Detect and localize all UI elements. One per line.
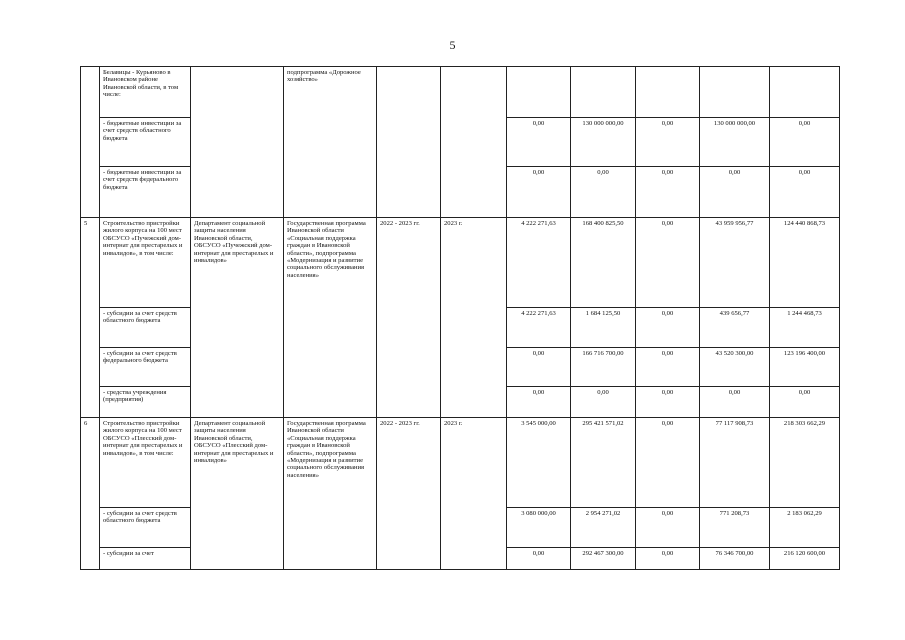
value-4: 0,00 (700, 167, 770, 218)
value-4: 43 520 300,00 (700, 348, 770, 387)
value-5: 2 183 062,29 (770, 508, 840, 548)
value-1: 0,00 (507, 348, 571, 387)
item-name: Строительство пристройки жилого корпуса на 100 мест ОБСУСО «Плесский дом-интернат для престарелых и инвалидов», в том числе: (100, 418, 191, 508)
row-number: 5 (81, 218, 100, 418)
value-2: 130 000 000,00 (571, 118, 636, 167)
row-number: 6 (81, 418, 100, 570)
year-cell: 2023 г. (441, 218, 507, 418)
row-number (81, 67, 100, 218)
table-row (81, 218, 840, 308)
value-1: 4 222 271,63 (507, 218, 571, 308)
period-cell: 2022 - 2023 гг. (377, 218, 441, 418)
value-3: 0,00 (636, 218, 700, 308)
value-2: 2 954 271,02 (571, 508, 636, 548)
value-1: 0,00 (507, 118, 571, 167)
value-5: 216 120 600,00 (770, 548, 840, 570)
value-5: 218 303 662,29 (770, 418, 840, 508)
value-4: 771 208,73 (700, 508, 770, 548)
page-number: 5 (449, 38, 456, 52)
value-2: 295 421 571,02 (571, 418, 636, 508)
value-3: 0,00 (636, 418, 700, 508)
executor-cell: Департамент социальной защиты населения Ивановской области, ОБСУСО «Плесский дом-интернат для престарелых и инвалидов» (191, 418, 284, 570)
value-4 (700, 67, 770, 118)
value-3 (636, 67, 700, 118)
value-3: 0,00 (636, 308, 700, 348)
value-5: 124 440 868,73 (770, 218, 840, 308)
value-3: 0,00 (636, 387, 700, 418)
item-name: - бюджетные инвестиции за счет средств областного бюджета (100, 118, 191, 167)
value-2: 166 716 700,00 (571, 348, 636, 387)
financing-table (80, 66, 840, 570)
executor-cell: Департамент социальной защиты населения Ивановской области, ОБСУСО «Пучежский дом-интернат для престарелых и инвалидов» (191, 218, 284, 418)
value-3: 0,00 (636, 548, 700, 570)
program-cell: Государственная программа Ивановской области «Социальная поддержка граждан в Ивановской области», подпрограмма «Модернизация и развитие социального обслуживания населения» (284, 218, 377, 418)
value-1: 0,00 (507, 548, 571, 570)
value-1: 0,00 (507, 167, 571, 218)
table-row (81, 67, 840, 118)
program-cell: Государственная программа Ивановской области «Социальная поддержка граждан в Ивановской области», подпрограмма «Модернизация и развитие социального обслуживания населения» (284, 418, 377, 570)
value-3: 0,00 (636, 508, 700, 548)
value-1: 3 080 000,00 (507, 508, 571, 548)
value-4: 76 346 700,00 (700, 548, 770, 570)
program-cell: подпрограмма «Дорожное хозяйство» (284, 67, 377, 218)
period-cell (377, 67, 441, 218)
value-2: 0,00 (571, 387, 636, 418)
value-3: 0,00 (636, 348, 700, 387)
value-5: 0,00 (770, 387, 840, 418)
value-5 (770, 67, 840, 118)
value-4: 43 959 956,77 (700, 218, 770, 308)
executor-cell (191, 67, 284, 218)
item-name: Строительство пристройки жилого корпуса на 100 мест ОБСУСО «Пучежский дом-интернат для престарелых и инвалидов», в том числе: (100, 218, 191, 308)
item-name: - субсидии за счет средств областного бюджета (100, 508, 191, 548)
value-5: 1 244 468,73 (770, 308, 840, 348)
value-5: 0,00 (770, 118, 840, 167)
value-2: 1 684 125,50 (571, 308, 636, 348)
item-name: - средства учреждения (предприятия) (100, 387, 191, 418)
year-cell: 2023 г. (441, 418, 507, 570)
value-3: 0,00 (636, 167, 700, 218)
table-row (81, 418, 840, 508)
item-name: - субсидии за счет средств федерального бюджета (100, 348, 191, 387)
value-4: 77 117 908,73 (700, 418, 770, 508)
item-name: Белавицы - Курьяново в Ивановском районе Ивановской области, в том числе: (100, 67, 191, 118)
item-name: - бюджетные инвестиции за счет средств федерального бюджета (100, 167, 191, 218)
value-1: 3 545 000,00 (507, 418, 571, 508)
value-1 (507, 67, 571, 118)
value-4: 0,00 (700, 387, 770, 418)
year-cell (441, 67, 507, 218)
value-4: 439 656,77 (700, 308, 770, 348)
value-4: 130 000 000,00 (700, 118, 770, 167)
value-3: 0,00 (636, 118, 700, 167)
period-cell: 2022 - 2023 гг. (377, 418, 441, 570)
value-5: 0,00 (770, 167, 840, 218)
value-1: 0,00 (507, 387, 571, 418)
item-name: - субсидии за счет средств областного бюджета (100, 308, 191, 348)
value-1: 4 222 271,63 (507, 308, 571, 348)
item-name: - субсидии за счет (100, 548, 191, 570)
value-2 (571, 67, 636, 118)
value-2: 292 467 300,00 (571, 548, 636, 570)
value-5: 123 196 400,00 (770, 348, 840, 387)
value-2: 0,00 (571, 167, 636, 218)
value-2: 168 400 825,50 (571, 218, 636, 308)
